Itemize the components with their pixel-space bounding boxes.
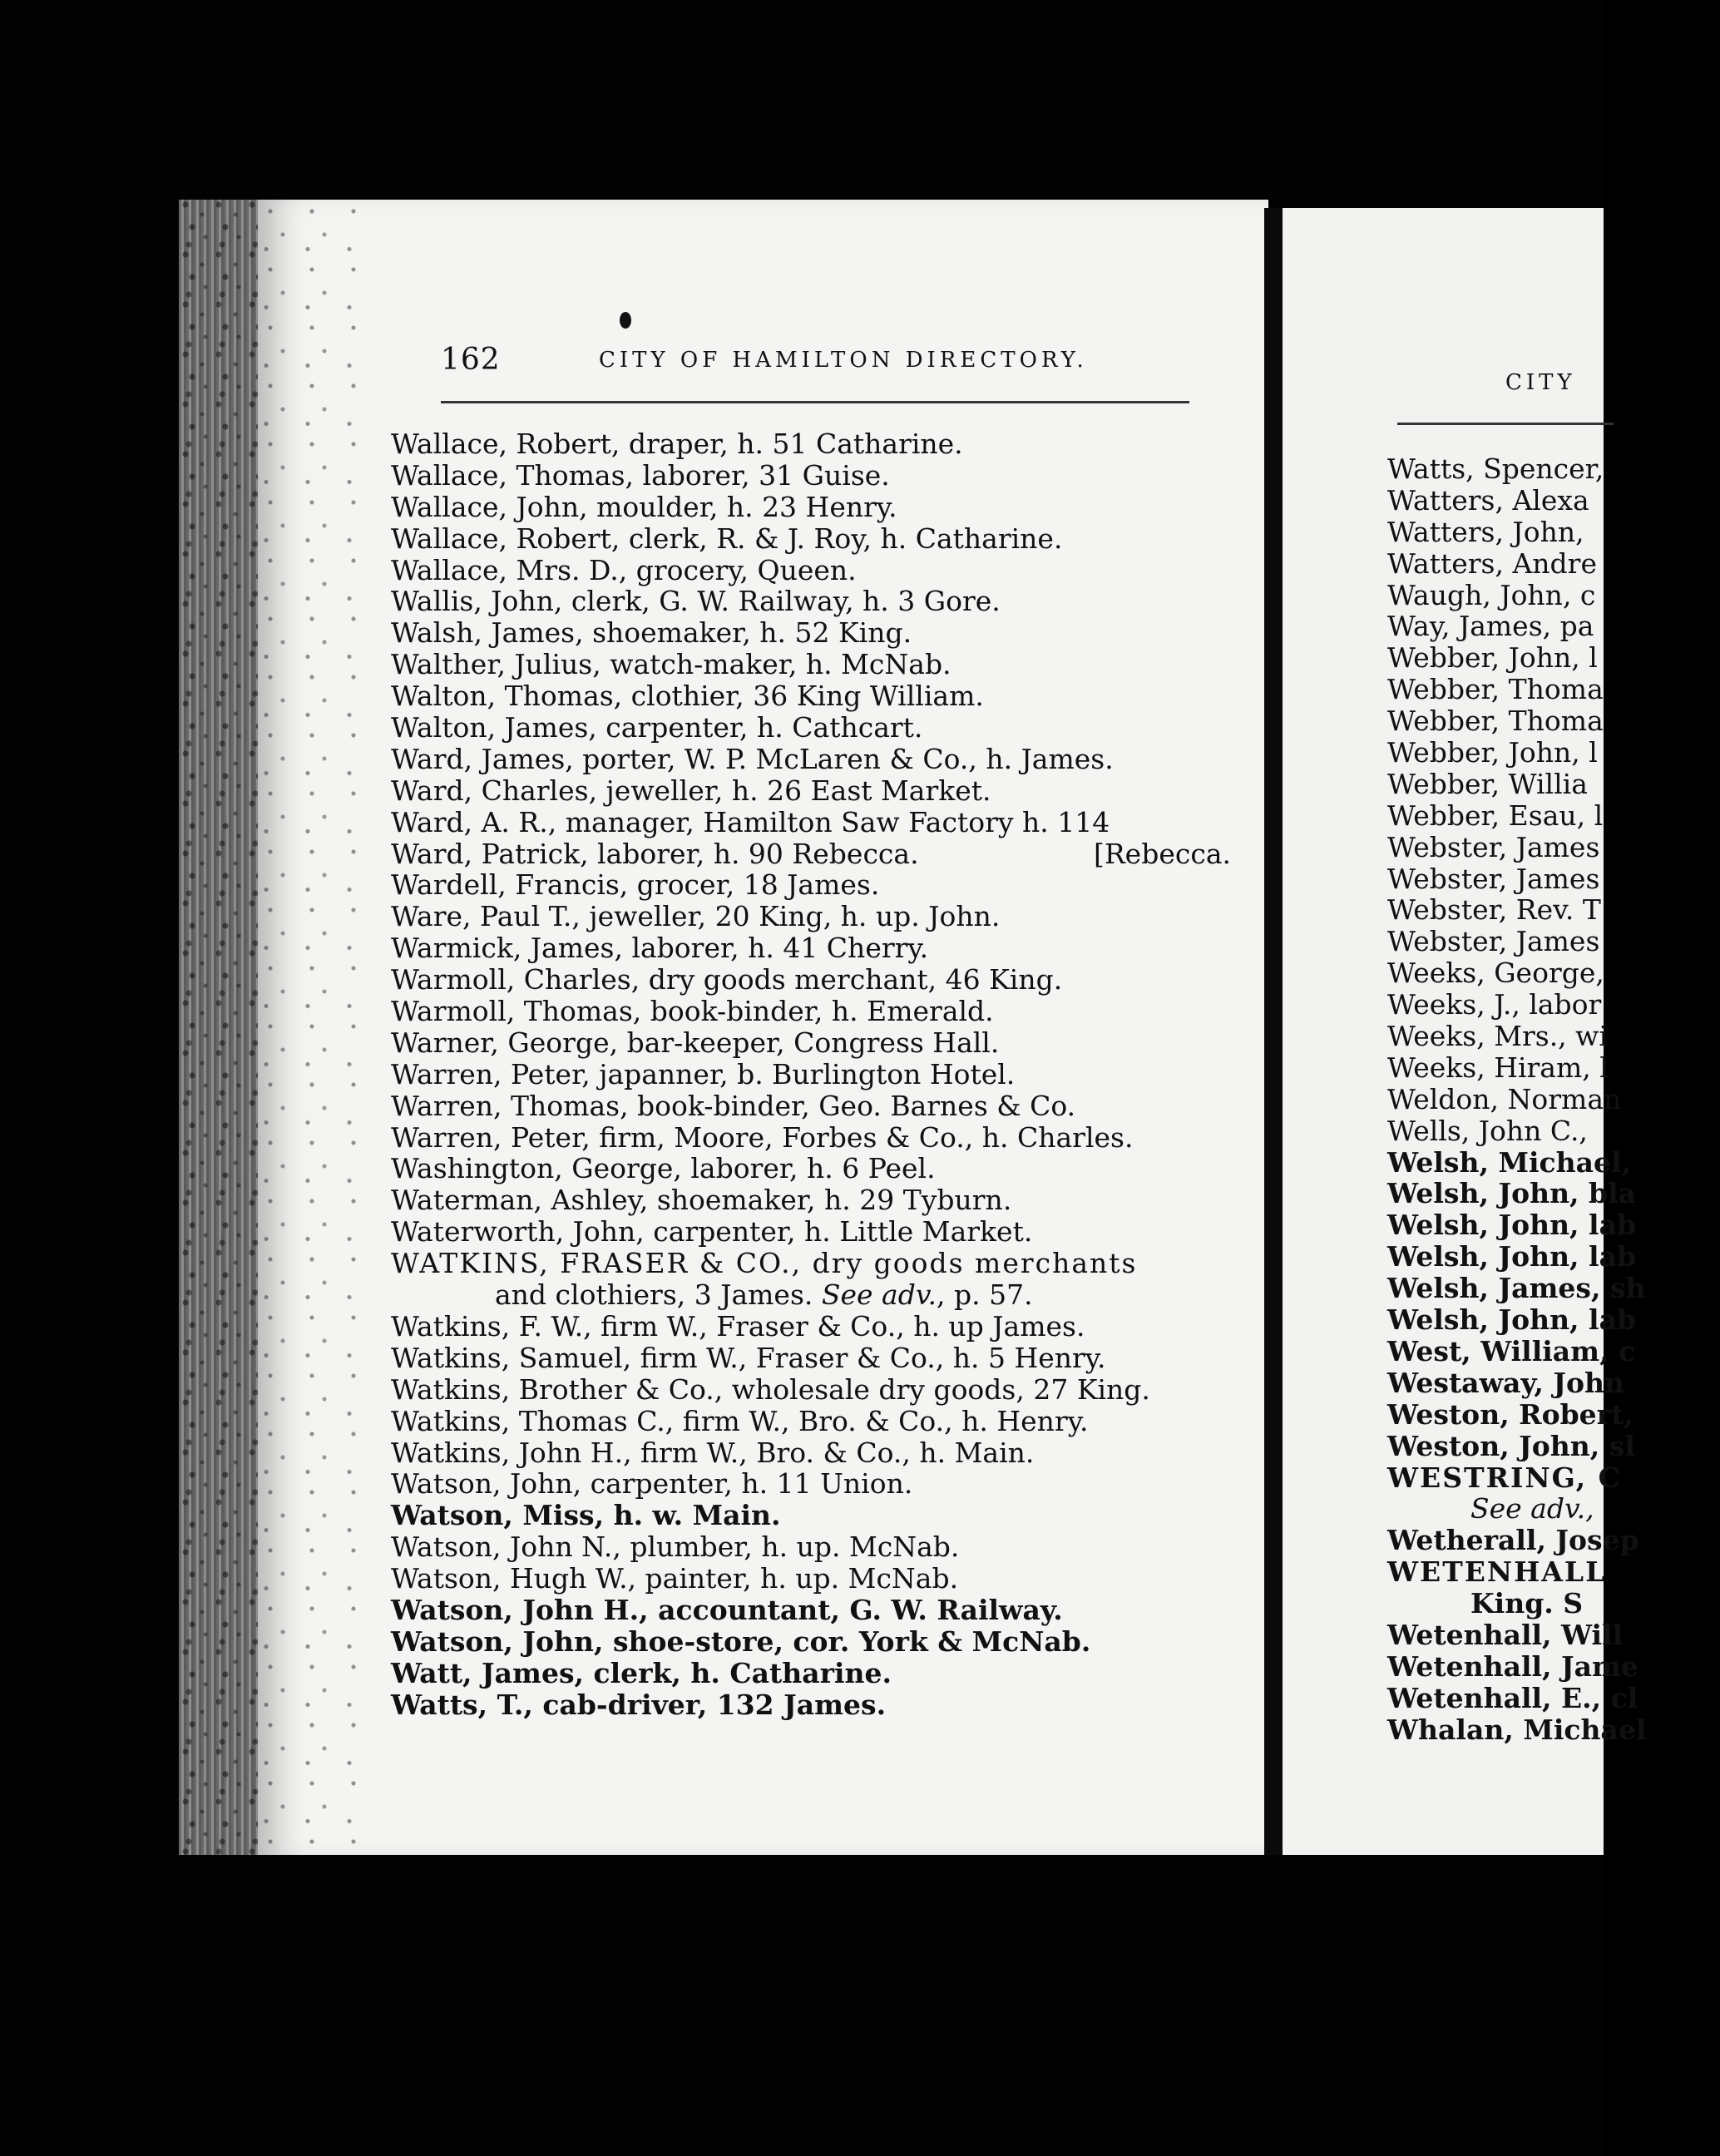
list-item: Walsh, James, shoemaker, h. 52 King. [391, 616, 912, 650]
list-item: Wallace, Robert, draper, h. 51 Catharine. [391, 428, 963, 460]
list-item: Weston, John, sl [1387, 1429, 1635, 1462]
see-adv-page: , p. 57. [937, 1278, 1033, 1312]
list-item: Waterworth, John, carpenter, h. Little Market. [391, 1215, 1033, 1249]
list-item: Westaway, John [1387, 1366, 1624, 1399]
left-directory-list [391, 428, 1231, 1721]
list-item: Webber, Willia [1387, 767, 1588, 800]
list-item: Welsh, John, lab [1387, 1240, 1637, 1273]
list-item: Warmick, James, laborer, h. 41 Cherry. [391, 932, 929, 965]
see-adv-text: See adv. [821, 1278, 937, 1312]
list-item: Warner, George, bar-keeper, Congress Hall. [391, 1026, 1000, 1059]
list-item: Webster, Rev. T [1387, 893, 1601, 927]
list-item: Wetenhall, Jame [1387, 1649, 1638, 1683]
list-item: Whalan, Michael [1387, 1713, 1647, 1746]
list-item: Ward, A. R., manager, Hamilton Saw Factory h. 114 [391, 805, 1110, 838]
list-item: Watkins, John H., firm W., Bro. & Co., h. Main. [391, 1436, 1035, 1469]
page-header [441, 341, 1189, 391]
list-item: Welsh, John, lab [1387, 1303, 1637, 1337]
list-item: Webber, Thoma [1387, 705, 1604, 738]
list-item: Webster, James [1387, 862, 1600, 895]
book-gutter [1264, 208, 1283, 1855]
list-item: Webster, James [1387, 830, 1600, 863]
list-item: King. S [1470, 1587, 1584, 1620]
list-item: Webber, Thoma [1387, 673, 1604, 706]
ink-dot [620, 312, 631, 329]
list-item: Wetenhall, E., cl [1387, 1681, 1638, 1714]
list-item [391, 838, 1231, 870]
list-item: Walther, Julius, watch-maker, h. McNab. [391, 648, 951, 681]
list-item: Webber, John, l [1387, 736, 1598, 769]
list-item: Watkins, Brother & Co., wholesale dry goods, 27 King. [391, 1372, 1150, 1406]
list-item: Webber, John, l [1387, 641, 1598, 675]
list-item: Webster, James [1387, 925, 1600, 958]
list-item: Walton, Thomas, clothier, 36 King William. [391, 680, 984, 713]
list-item: Weston, Robert, [1387, 1397, 1634, 1431]
list-item: Watkins, F. W., firm W., Fraser & Co., h. up James. [391, 1309, 1085, 1343]
list-item: Welsh, James, sh [1387, 1272, 1646, 1305]
list-item: Warren, Peter, firm, Moore, Forbes & Co., h. Charles. [391, 1120, 1134, 1154]
list-item: Watts, Spencer, [1387, 452, 1604, 485]
list-item: Warmoll, Charles, dry goods merchant, 46 King. [391, 963, 1063, 996]
list-item [391, 1279, 1231, 1311]
bracket-continuation: [Rebecca. [1093, 837, 1231, 870]
list-item: Watson, John, carpenter, h. 11 Union. [391, 1467, 913, 1501]
header-rule [441, 401, 1189, 403]
list-item: Walton, James, carpenter, h. Cathcart. [391, 711, 923, 744]
page-number: 162 [441, 343, 501, 377]
list-item: Weeks, Hiram, l [1387, 1051, 1609, 1084]
list-item: Weeks, J., labor [1387, 988, 1602, 1021]
list-item: WETENHALL [1387, 1555, 1607, 1589]
list-item: Watson, John, shoe-store, cor. York & McNab. [391, 1624, 1091, 1658]
right-header-rule [1397, 423, 1614, 425]
list-item: Watson, John N., plumber, h. up. McNab. [391, 1530, 960, 1564]
list-item: Warren, Peter, japanner, b. Burlington Hotel. [391, 1057, 1016, 1090]
list-item: Weeks, Mrs., wi [1387, 1020, 1608, 1053]
list-item: Watson, Hugh W., painter, h. up. McNab. [391, 1562, 959, 1595]
list-item: Warren, Thomas, book-binder, Geo. Barnes & Co. [391, 1089, 1076, 1122]
list-item: Welsh, John, lab [1387, 1209, 1637, 1242]
list-item: Wallace, John, moulder, h. 23 Henry. [391, 490, 897, 523]
list-item: Warmoll, Thomas, book-binder, h. Emerald. [391, 995, 994, 1028]
list-item: See adv., [1470, 1492, 1594, 1526]
list-item: Waugh, John, c [1387, 578, 1596, 611]
list-item: Wallace, Thomas, laborer, 31 Guise. [391, 458, 890, 492]
list-item: Watters, Alexa [1387, 483, 1589, 517]
list-item: WESTRING, C [1387, 1461, 1622, 1494]
list-item: Weeks, George, [1387, 957, 1604, 990]
list-item: Webber, Esau, l [1387, 799, 1604, 832]
list-item: Watts, T., cab-driver, 132 James. [391, 1688, 887, 1721]
list-item: WATKINS, FRASER & CO., dry goods merchants [391, 1247, 1138, 1280]
list-item: Watt, James, clerk, h. Catharine. [391, 1656, 892, 1689]
list-item: Wallace, Robert, clerk, R. & J. Roy, h. Catharine. [391, 522, 1063, 555]
list-item: Washington, George, laborer, h. 6 Peel. [391, 1152, 936, 1185]
list-item: Watkins, Thomas C., firm W., Bro. & Co., h. Henry. [391, 1404, 1089, 1437]
entry-text: Ward, Patrick, laborer, h. 90 Rebecca. [391, 837, 919, 870]
list-item: Watson, John H., accountant, G. W. Railway. [391, 1593, 1063, 1626]
left-page-speckle [258, 200, 358, 1855]
list-item: Way, James, pa [1387, 610, 1594, 643]
list-item: Wallace, Mrs. D., grocery, Queen. [391, 553, 857, 586]
list-item: Weldon, Norman [1387, 1082, 1622, 1115]
running-title: CITY OF HAMILTON DIRECTORY. [599, 348, 1088, 373]
list-item: Welsh, Michael, [1387, 1145, 1632, 1179]
list-item: Watters, John, [1387, 515, 1584, 548]
right-directory-list [1387, 453, 1720, 1746]
list-item: Wells, John C., [1387, 1114, 1588, 1147]
list-item: Welsh, John, bla [1387, 1177, 1637, 1210]
list-item: Ware, Paul T., jeweller, 20 King, h. up. John. [391, 900, 1001, 933]
entry-text: and clothiers, 3 James. [495, 1278, 813, 1312]
list-item: Watson, Miss, h. w. Main. [391, 1499, 781, 1532]
list-item: Wardell, Francis, grocer, 18 James. [391, 868, 880, 902]
list-item: Wetherall, Josep [1387, 1524, 1639, 1557]
list-item: Ward, Charles, jeweller, h. 26 East Market. [391, 774, 991, 807]
list-item: Watkins, Samuel, firm W., Fraser & Co., h. 5 Henry. [391, 1341, 1106, 1374]
list-item: West, William, c [1387, 1334, 1636, 1367]
right-running-title: CITY [1505, 370, 1576, 395]
list-item: Waterman, Ashley, shoemaker, h. 29 Tyburn. [391, 1184, 1012, 1217]
list-item: Wallis, John, clerk, G. W. Railway, h. 3 Gore. [391, 585, 1001, 618]
list-item: Watters, Andre [1387, 546, 1597, 580]
list-item: Wetenhall, Will [1387, 1618, 1624, 1651]
list-item: Ward, James, porter, W. P. McLaren & Co., h. James. [391, 742, 1114, 775]
